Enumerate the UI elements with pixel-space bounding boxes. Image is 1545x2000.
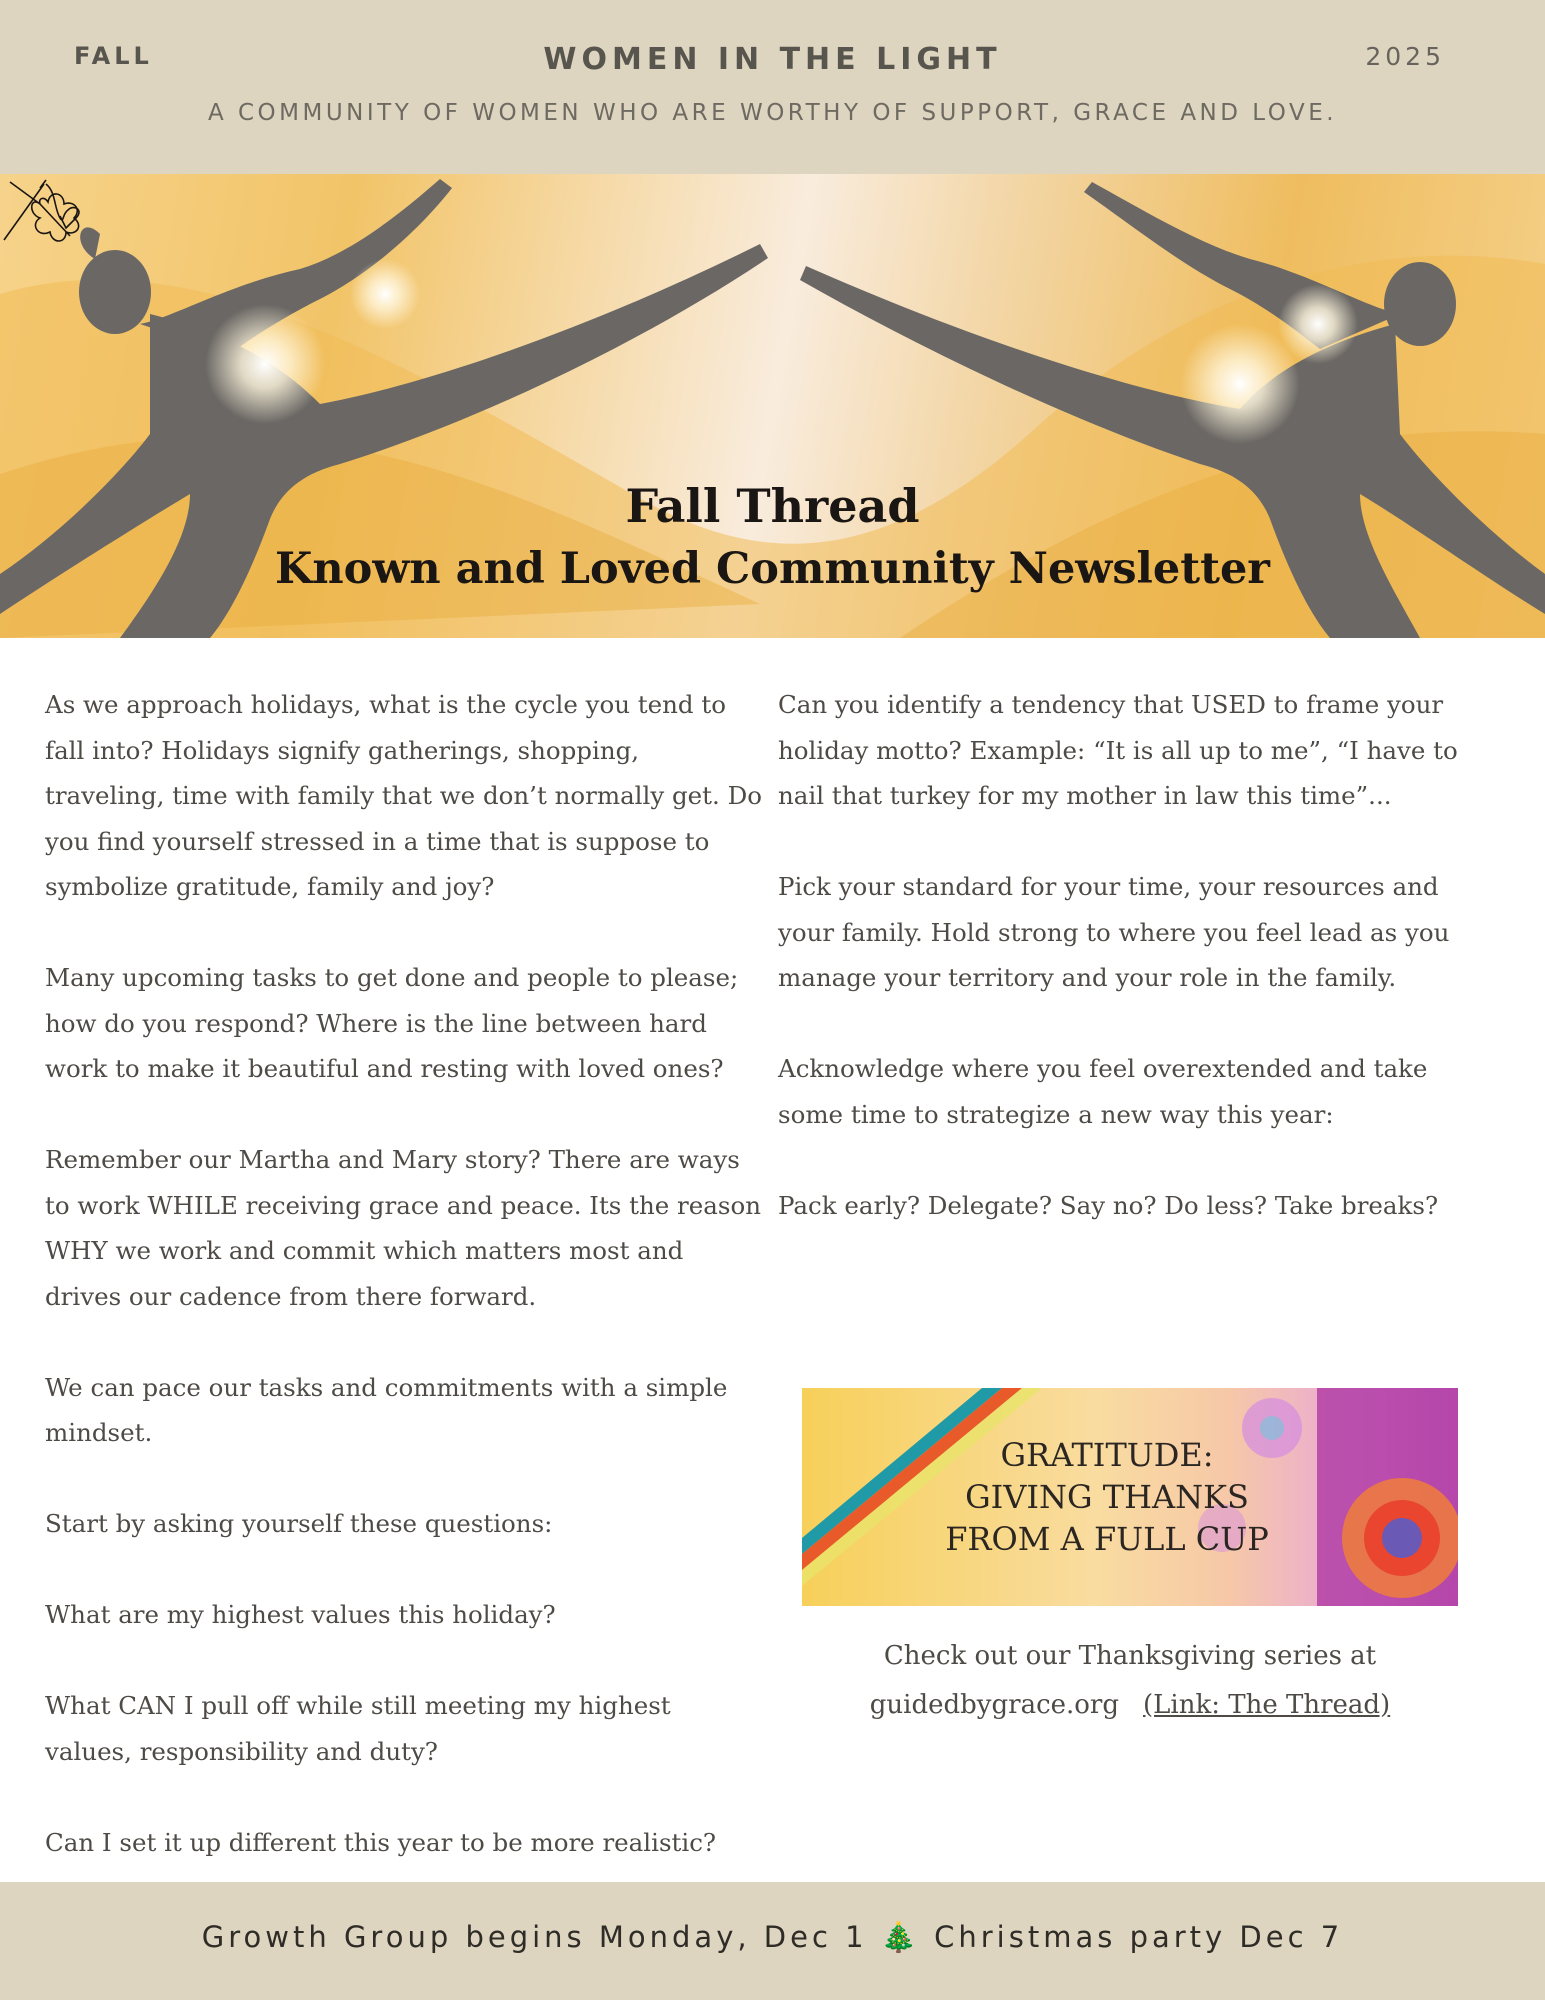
tagline: A COMMUNITY OF WOMEN WHO ARE WORTHY OF SUPPORT, GRACE AND LOVE. [207, 100, 1338, 126]
year-label: 2025 [1365, 42, 1445, 71]
header-band [0, 0, 1545, 174]
events-announcement: Growth Group begins Monday, Dec 1 🎄 Christmas party Dec 7 [201, 1920, 1344, 1954]
footer-band [0, 1882, 1545, 2000]
paragraph: We can pace our tasks and commitments with a simple mindset. [45, 1372, 728, 1447]
paragraph: Remember our Martha and Mary story? There are ways to work WHILE receiving grace and peace. Its the reason WHY we work and commit which matters most and drives our cadence from there forward. [45, 1145, 761, 1311]
banner-text [802, 1434, 1412, 1560]
thanksgiving-series-cta [800, 1632, 1460, 1730]
right-column [778, 682, 1498, 1274]
paragraph: What are my highest values this holiday? [45, 1600, 556, 1629]
site-name: guidedbygrace.org [869, 1690, 1120, 1720]
banner-line: GRATITUDE: [1000, 1436, 1214, 1474]
paragraph: Can I set it up different this year to be more realistic? [45, 1827, 717, 1857]
paragraph: Many upcoming tasks to get done and people to please; how do you respond? Where is the line between hard work to make it beautiful and resting with loved ones? [45, 963, 739, 1083]
paragraph: Acknowledge where you feel overextended and take some time to strategize a new way this year: [778, 1054, 1428, 1129]
paragraph: Start by asking yourself these questions: [45, 1509, 553, 1538]
gratitude-banner [802, 1388, 1458, 1606]
thread-link[interactable]: (Link: The Thread) [1143, 1690, 1391, 1720]
banner-line: GIVING THANKS [965, 1478, 1249, 1516]
hero-image [0, 174, 1545, 638]
banner-line: FROM A FULL CUP [945, 1520, 1269, 1558]
hero-subtitle: Known and Loved Community Newsletter [275, 544, 1270, 594]
newsletter-title: WOMEN IN THE LIGHT [543, 42, 1002, 77]
paragraph: Pack early? Delegate? Say no? Do less? Take breaks? [778, 1190, 1439, 1220]
season-label: FALL [74, 42, 153, 70]
cta-text: Check out our Thanksgiving series at [883, 1641, 1377, 1671]
paragraph: As we approach holidays, what is the cycle you tend to fall into? Holidays signify gatherings, shopping, traveling, time with family that we don’t normally get. Do you find yourself stressed in a time that is suppose to symbolize gratitude, family and joy? [45, 690, 762, 901]
left-column [45, 682, 765, 1911]
paragraph: Pick your standard for your time, your resources and your family. Hold strong to where you feel lead as you manage your territory and your role in the family. [778, 872, 1450, 992]
paragraph: What CAN I pull off while still meeting my highest values, responsibility and duty? [45, 1691, 671, 1766]
paragraph: Can you identify a tendency that USED to frame your holiday motto? Example: “It is all up to me”, “I have to nail that turkey for my mother in law this time”... [778, 690, 1458, 810]
needle-thread-heart-icon [0, 174, 90, 244]
hero-title: Fall Thread [625, 479, 920, 533]
